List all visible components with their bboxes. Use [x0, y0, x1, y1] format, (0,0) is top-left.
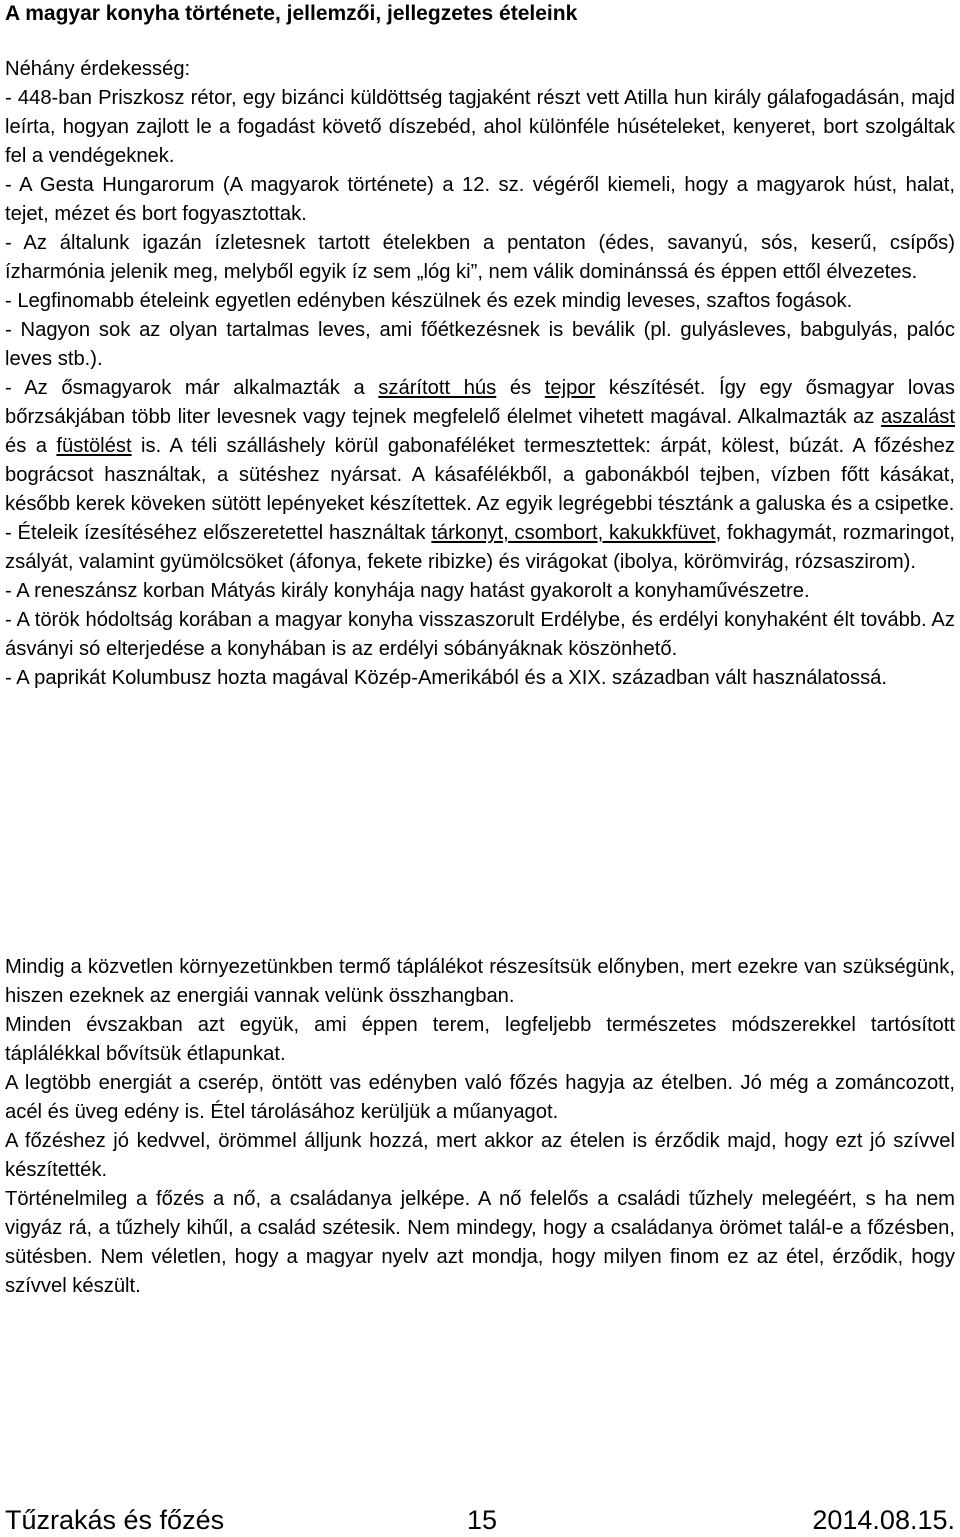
- fact-paragraph-1: - 448-ban Priszkosz rétor, egy bizánci küldöttség tagjaként részt vett Atilla hun király gálafogadásán, majd leírta, hogyan zajlott le a fogadást követő díszebéd, ahol különféle húsételeket, kenyeret, bort szolgáltak fel a vendégeknek.: [5, 87, 955, 167]
- fact-paragraph-8: - A reneszánsz korban Mátyás király konyhája nagy hatást gyakorolt a konyhaművészetre.: [5, 580, 810, 602]
- underlined-term: szárított hús: [378, 377, 497, 399]
- underlined-term: füstölést: [56, 435, 132, 457]
- underlined-term: tárkonyt, csombort, kakukkfüvet: [431, 522, 716, 544]
- advice-paragraph-3: A legtöbb energiát a cserép, öntött vas edényben való főzés hagyja az ételben. Jó még a zománcozott, acél és üveg edény is. Étel tárolásához kerüljük a műanyagot.: [5, 1072, 955, 1123]
- footer-title: Tűzrakás és főzés: [5, 1505, 225, 1535]
- fact-paragraph-4: - Legfinomabb ételeink egyetlen edényben készülnek és ezek mindig leveses, szaftos fogások.: [5, 290, 853, 312]
- page-number: 15: [467, 1505, 498, 1535]
- intro-line: Néhány érdekesség:: [5, 58, 191, 80]
- text-run: és: [496, 377, 545, 399]
- text-run: és a: [5, 435, 57, 457]
- page-title: A magyar konyha története, jellemzői, jellegzetes ételeink: [5, 2, 578, 25]
- fact-paragraph-7: [5, 519, 955, 577]
- facts-section: [5, 55, 955, 693]
- fact-paragraph-6: [5, 374, 955, 519]
- fact-paragraph-10: - A paprikát Kolumbusz hozta magával Közép-Amerikából és a XIX. században vált használatossá.: [5, 667, 887, 689]
- fact-paragraph-5: - Nagyon sok az olyan tartalmas leves, ami főétkezésnek is beválik (pl. gulyásleves, babgulyás, palóc leves stb.).: [5, 319, 955, 370]
- text-run: - Az ősmagyarok már alkalmazták a: [5, 377, 379, 399]
- text-run: - Ételeik ízesítéséhez előszeretettel használtak: [5, 522, 432, 544]
- fact-paragraph-3: - Az általunk igazán ízletesnek tartott ételekben a pentaton (édes, savanyú, sós, keserű, csípős) ízharmónia jelenik meg, melyből egyik íz sem „lóg ki”, nem válik dominánssá és éppen ettől élvezetes.: [5, 232, 955, 283]
- underlined-term: aszalást: [880, 406, 955, 428]
- advice-paragraph-2: Minden évszakban azt együk, ami éppen terem, legfeljebb természetes módszerekkel tartósított táplálékkal bővítsük étlapunkat.: [5, 1014, 955, 1065]
- text-run: is. A téli szálláshely körül gabonaféléket termesztettek: árpát, kölest, búzát. A főzéshez bográcsot használtak, a sütéshez nyársat. A kásafélékből, a gabonákból tejben, vízben főtt kásákat, később kerek köveken sütött lepényeket készítettek. Az egyik legrégebbi tésztánk a galuska és a csipetke.: [5, 435, 955, 515]
- footer-date: 2014.08.15.: [812, 1505, 955, 1535]
- fact-paragraph-2: - A Gesta Hungarorum (A magyarok története) a 12. sz. végéről kiemeli, hogy a magyarok húst, halat, tejet, mézet és bort fogyasztottak.: [5, 174, 955, 225]
- text-run: készítését. Így egy ősmagyar lovas bőrzsákjában több liter levesnek vagy tejnek megfelelő élelmet vihetett magával. Alkalmazták az: [5, 377, 956, 428]
- page-footer: [5, 1503, 955, 1537]
- underlined-term: tejpor: [544, 377, 596, 399]
- advice-section: [5, 953, 955, 1301]
- advice-paragraph-1: Mindig a közvetlen környezetünkben termő táplálékot részesítsük előnyben, mert ezekre van szükségünk, hiszen ezeknek az energiái vannak velünk összhangban.: [5, 956, 955, 1007]
- text-run: , fokhagymát, rozmaringot, zsályát, valamint gyümölcsöket (áfonya, fekete ribizke) és virágokat (ibolya, körömvirág, rózsaszirom).: [5, 522, 955, 573]
- advice-paragraph-4: A főzéshez jó kedvvel, örömmel álljunk hozzá, mert akkor az ételen is érződik majd, hogy ezt jó szívvel készítették.: [5, 1130, 955, 1181]
- fact-paragraph-9: - A török hódoltság korában a magyar konyha visszaszorult Erdélybe, és erdélyi konyhaként élt tovább. Az ásványi só elterjedése a konyhában is az erdélyi sóbányáknak köszönhető.: [5, 609, 955, 660]
- advice-paragraph-5: Történelmileg a főzés a nő, a családanya jelképe. A nő felelős a családi tűzhely melegéért, s ha nem vigyáz rá, a tűzhely kihűl, a család szétesik. Nem mindegy, hogy a családanya örömet talál-e a főzésben, sütésben. Nem véletlen, hogy a magyar nyelv azt mondja, hogy milyen finom ez az étel, érződik, hogy szívvel készült.: [5, 1188, 955, 1297]
